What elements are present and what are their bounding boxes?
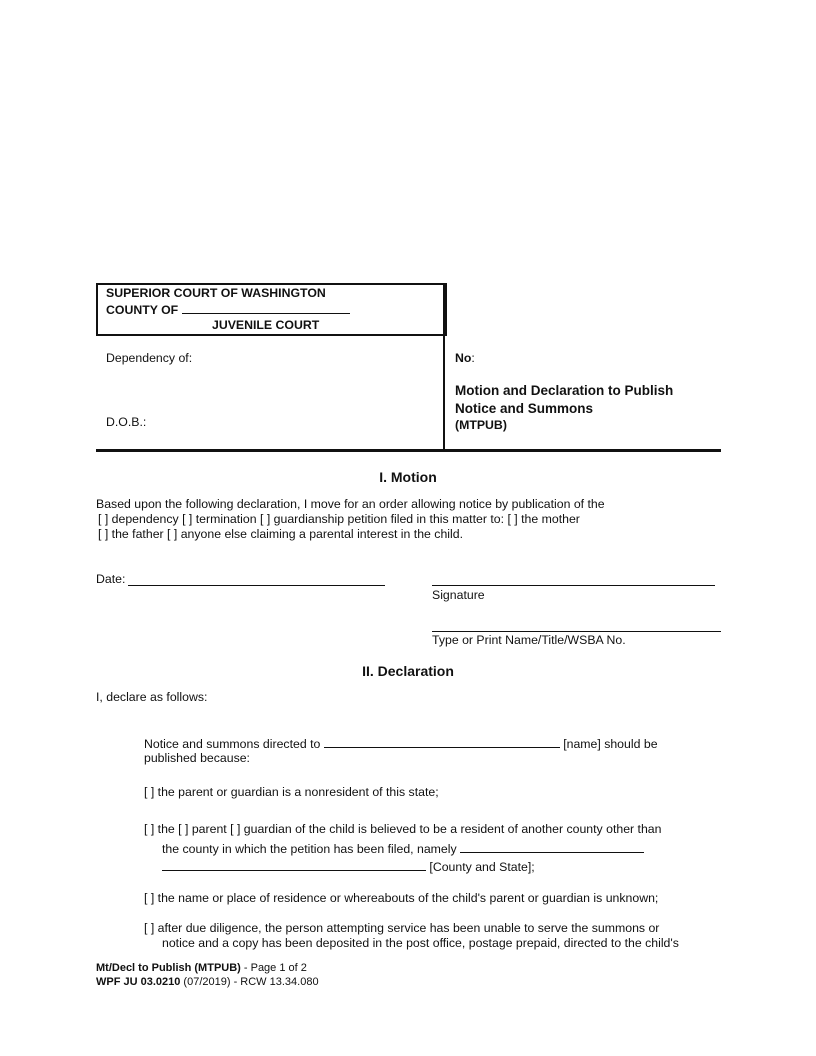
county-name-blank[interactable] — [460, 841, 644, 853]
footer-form-id: WPF JU 03.0210 — [96, 976, 181, 988]
dependency-label: Dependency of: — [106, 351, 193, 365]
caption-divider — [443, 283, 445, 450]
reason-due-diligence-line1: [ ] after due diligence, the person attempting service has been unable to serve the summons or — [144, 921, 660, 935]
reason-other-county-line3 — [162, 859, 535, 874]
name-blank[interactable] — [324, 736, 560, 748]
document-code: (MTPUB) — [455, 418, 507, 432]
reason-due-diligence-line2: notice and a copy has been deposited in the post office, postage prepaid, directed to the child's — [162, 936, 679, 950]
reason-nonresident: [ ] the parent or guardian is a nonresident of this state; — [144, 785, 439, 799]
reason-whereabouts-unknown: [ ] the name or place of residence or whereabouts of the child's parent or guardian is unknown; — [144, 891, 659, 905]
notice-pre-text: Notice and summons directed to — [144, 737, 321, 751]
footer-form-name: Mt/Decl to Publish (MTPUB) — [96, 962, 241, 974]
notice-line1 — [144, 736, 658, 751]
court-type: JUVENILE COURT — [212, 318, 320, 332]
reason-other-county-text: the county in which the petition has been filed, namely — [162, 842, 457, 856]
motion-line3: [ ] the father [ ] anyone else claiming a parental interest in the child. — [98, 527, 464, 541]
county-state-blank[interactable] — [162, 859, 426, 871]
notice-post-text: [name] should be — [563, 737, 658, 751]
document-title-line2: Notice and Summons — [455, 401, 594, 416]
footer-form-code — [96, 976, 319, 988]
case-number — [455, 351, 475, 365]
motion-heading: I. Motion — [379, 469, 437, 485]
date-line[interactable] — [128, 585, 385, 586]
court-name: SUPERIOR COURT OF WASHINGTON — [106, 286, 326, 300]
signature-label: Signature — [432, 588, 485, 602]
footer-page-number: - Page 1 of 2 — [240, 962, 307, 974]
footer-form-revision: (07/2019) - RCW 13.34.080 — [180, 976, 319, 988]
county-line — [106, 302, 350, 317]
notice-line2: published because: — [144, 751, 250, 765]
county-label: COUNTY OF — [106, 303, 179, 317]
case-number-colon: : — [471, 351, 475, 365]
dob-label: D.O.B.: — [106, 415, 147, 429]
county-state-label: [County and State]; — [429, 860, 535, 874]
document-title-line1: Motion and Declaration to Publish — [455, 383, 674, 398]
signature-line[interactable] — [432, 585, 715, 586]
case-number-label: No — [455, 351, 472, 365]
declaration-intro: I, declare as follows: — [96, 690, 208, 704]
motion-line2: [ ] dependency [ ] termination [ ] guardianship petition filed in this matter to: [ ] the mother — [98, 512, 580, 526]
caption-bottom-rule — [96, 449, 721, 452]
name-title-label: Type or Print Name/Title/WSBA No. — [432, 633, 626, 647]
county-blank[interactable] — [182, 302, 350, 314]
footer-form-title — [96, 962, 307, 974]
reason-other-county-line2 — [162, 841, 644, 856]
date-label: Date: — [96, 572, 126, 586]
name-title-line[interactable] — [432, 631, 721, 632]
motion-line1: Based upon the following declaration, I move for an order allowing notice by publication of the — [96, 497, 605, 511]
declaration-heading: II. Declaration — [362, 663, 454, 679]
reason-other-county-line1: [ ] the [ ] parent [ ] guardian of the child is believed to be a resident of another county other than — [144, 822, 662, 836]
